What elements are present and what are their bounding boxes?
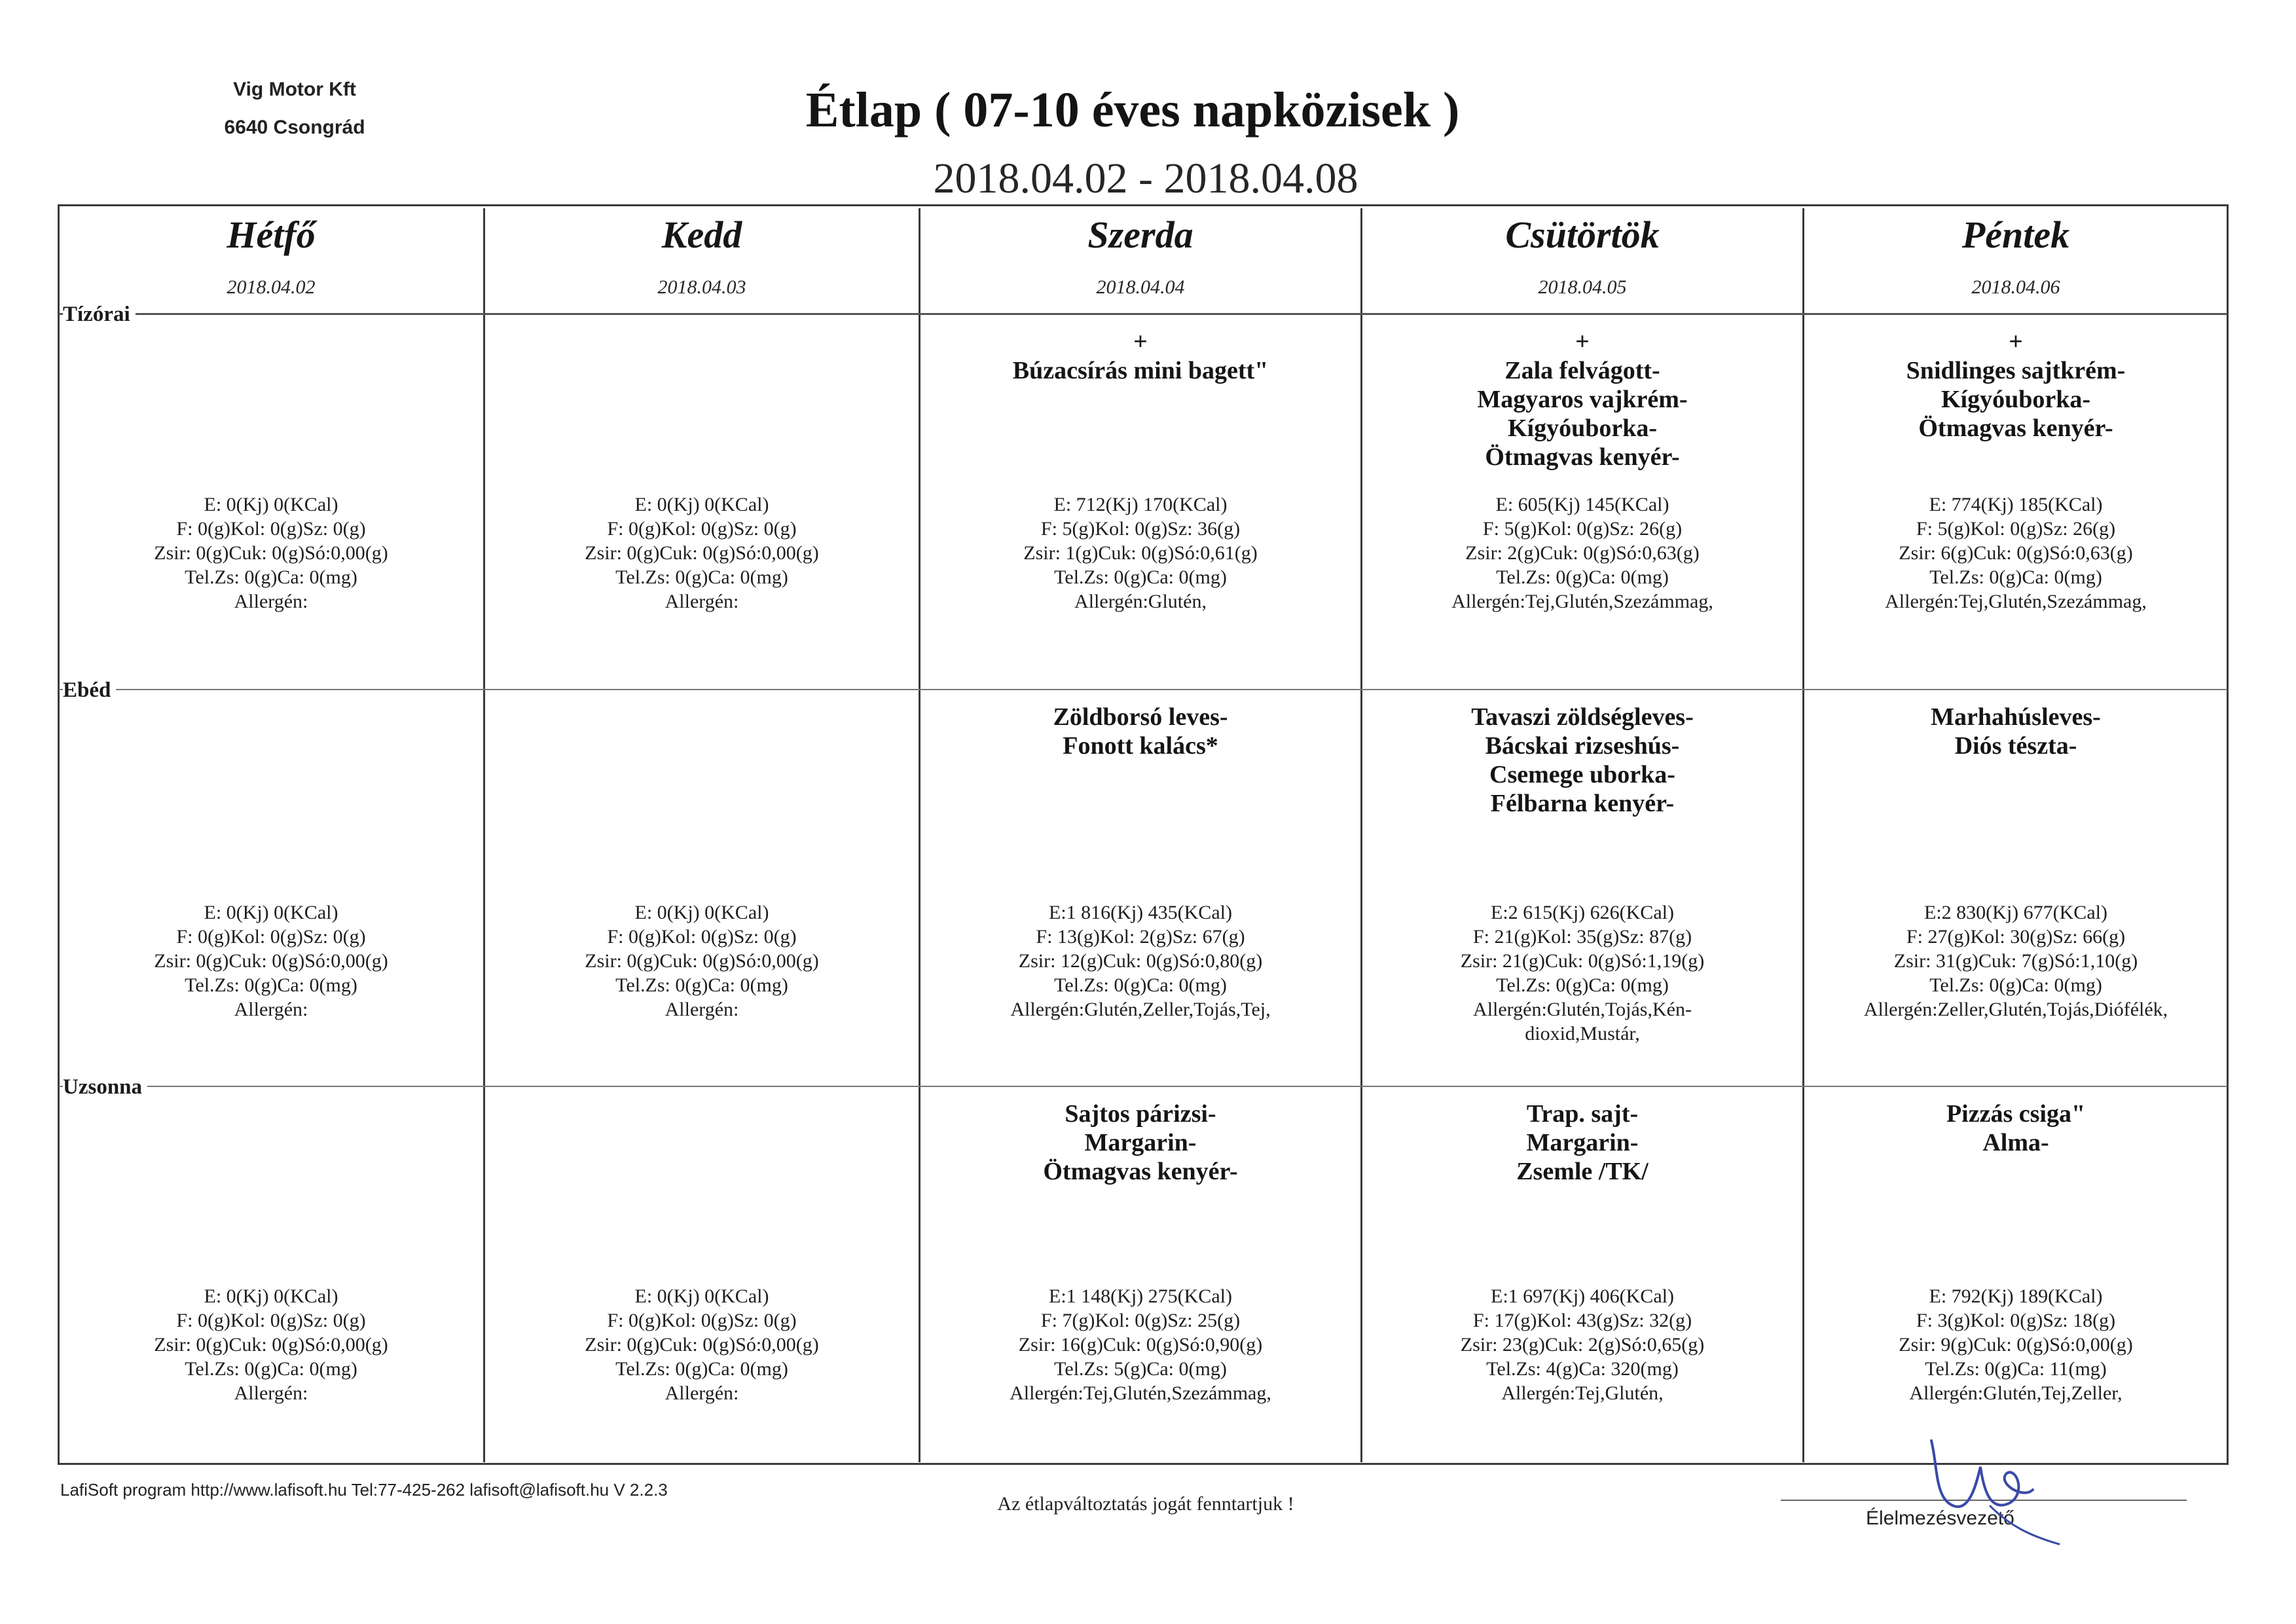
nutrition-line: Zsir: 6(g)Cuk: 0(g)Só:0,63(g) [1899, 542, 2133, 564]
day-header-tuesday [485, 213, 919, 311]
nutrition-line: Tel.Zs: 0(g)Ca: 0(mg) [185, 974, 357, 996]
menu-cell-ebed-friday [1804, 691, 2227, 1058]
nutrition-line: E:2 615(Kj) 626(KCal) [1491, 902, 1674, 923]
nutrition-line: Allergén:Zeller,Glutén,Tojás,Diófélék, [1863, 999, 2168, 1020]
menu-items [1362, 1099, 1802, 1186]
menu-cell-ebed-monday [59, 691, 483, 1058]
day-date: 2018.04.05 [1538, 276, 1627, 298]
nutrition-info [1804, 492, 2227, 614]
nutrition-line: E: 0(Kj) 0(KCal) [634, 902, 769, 923]
day-name: Péntek [1961, 213, 2070, 256]
nutrition-line: E: 712(Kj) 170(KCal) [1053, 494, 1228, 515]
nutrition-line: Zsir: 0(g)Cuk: 0(g)Só:0,00(g) [585, 1334, 819, 1356]
menu-item: Alma- [1982, 1129, 2049, 1156]
nutrition-line: Zsir: 31(g)Cuk: 7(g)Só:1,10(g) [1893, 950, 2138, 972]
nutrition-line: F: 0(g)Kol: 0(g)Sz: 0(g) [607, 518, 797, 540]
nutrition-line: E: 0(Kj) 0(KCal) [634, 494, 769, 515]
day-header-wednesday [920, 213, 1360, 311]
nutrition-line: Allergén:Tej,Glutén,Szezámmag, [1010, 1382, 1271, 1404]
nutrition-line: Zsir: 16(g)Cuk: 0(g)Só:0,90(g) [1018, 1334, 1263, 1356]
nutrition-line: F: 27(g)Kol: 30(g)Sz: 66(g) [1906, 926, 2126, 948]
page-title: Étlap ( 07-10 éves napközisek ) [805, 83, 1460, 138]
row-divider [59, 689, 2227, 690]
menu-item: Tavaszi zöldségleves- [1471, 703, 1694, 731]
menu-item: Pizzás csiga" [1946, 1100, 2086, 1128]
day-header-friday [1804, 213, 2227, 311]
nutrition-line: Tel.Zs: 0(g)Ca: 0(mg) [1054, 566, 1227, 588]
nutrition-info [1362, 900, 1802, 1046]
nutrition-line: E: 605(Kj) 145(KCal) [1495, 494, 1669, 515]
nutrition-line: E: 0(Kj) 0(KCal) [204, 902, 338, 923]
menu-items [920, 1099, 1360, 1186]
menu-cell-ebed-wednesday [920, 691, 1360, 1058]
nutrition-info [920, 492, 1360, 614]
nutrition-line: F: 5(g)Kol: 0(g)Sz: 36(g) [1040, 518, 1241, 540]
day-header-monday [59, 213, 483, 311]
menu-item: Félbarna kenyér- [1490, 790, 1675, 817]
nutrition-line: Allergén:Glutén, [1074, 591, 1207, 612]
menu-items [1804, 1099, 2227, 1157]
nutrition-info [485, 900, 919, 1022]
menu-item: Búzacsírás mini bagett" [1012, 357, 1269, 384]
nutrition-line: Zsir: 23(g)Cuk: 2(g)Só:0,65(g) [1460, 1334, 1705, 1356]
nutrition-line: Allergén: [234, 591, 308, 612]
nutrition-line: Zsir: 12(g)Cuk: 0(g)Só:0,80(g) [1018, 950, 1263, 972]
nutrition-info [485, 1284, 919, 1405]
day-date: 2018.04.06 [1971, 276, 2060, 298]
menu-cell-tizorai-thursday [1362, 316, 1802, 682]
meal-label-ebed: Ebéd [63, 678, 116, 703]
menu-items [920, 703, 1360, 760]
day-date: 2018.04.02 [227, 276, 316, 298]
menu-cell-uzsonna-monday [59, 1088, 483, 1454]
menu-item: + [2009, 328, 2023, 356]
menu-cell-uzsonna-friday [1804, 1088, 2227, 1454]
menu-cell-tizorai-monday [59, 316, 483, 682]
menu-item: Magyaros vajkrém- [1477, 386, 1688, 413]
nutrition-info [59, 1284, 483, 1405]
nutrition-line: Allergén:Glutén,Tej,Zeller, [1909, 1382, 2123, 1404]
menu-item: Zsemle /TK/ [1516, 1158, 1649, 1185]
menu-item: + [1575, 328, 1590, 356]
date-period: 2018.04.02 - 2018.04.08 [933, 155, 1358, 202]
nutrition-info [59, 492, 483, 614]
nutrition-line: Allergén:Tej,Glutén,Szezámmag, [1885, 591, 2147, 612]
nutrition-line: F: 7(g)Kol: 0(g)Sz: 25(g) [1040, 1310, 1241, 1331]
nutrition-line: Tel.Zs: 0(g)Ca: 0(mg) [1496, 566, 1669, 588]
nutrition-line: Allergén: [665, 999, 739, 1020]
nutrition-line: Tel.Zs: 0(g)Ca: 0(mg) [615, 566, 788, 588]
nutrition-line: Allergén:Glutén,Zeller,Tojás,Tej, [1010, 999, 1271, 1020]
nutrition-line: F: 0(g)Kol: 0(g)Sz: 0(g) [607, 926, 797, 948]
nutrition-line: Allergén: [665, 1382, 739, 1404]
nutrition-line: Tel.Zs: 0(g)Ca: 0(mg) [1929, 566, 2102, 588]
menu-item: Zala felvágott- [1504, 357, 1660, 384]
software-info: LafiSoft program http://www.lafisoft.hu Tel:77-425-262 lafisoft@lafisoft.hu V 2.2.3 [60, 1480, 668, 1500]
nutrition-info [1362, 1284, 1802, 1405]
nutrition-line: E:1 697(Kj) 406(KCal) [1491, 1285, 1674, 1307]
nutrition-line: dioxid,Mustár, [1525, 1023, 1640, 1044]
nutrition-line: E: 0(Kj) 0(KCal) [204, 494, 338, 515]
nutrition-info [920, 900, 1360, 1022]
menu-items [1362, 327, 1802, 471]
menu-cell-ebed-tuesday [485, 691, 919, 1058]
nutrition-line: Zsir: 0(g)Cuk: 0(g)Só:0,00(g) [154, 950, 388, 972]
day-name: Szerda [1087, 213, 1194, 256]
nutrition-line: Zsir: 21(g)Cuk: 0(g)Só:1,19(g) [1460, 950, 1705, 972]
nutrition-line: Zsir: 0(g)Cuk: 0(g)Só:0,00(g) [585, 950, 819, 972]
nutrition-line: F: 5(g)Kol: 0(g)Sz: 26(g) [1482, 518, 1683, 540]
nutrition-line: Allergén: [234, 999, 308, 1020]
nutrition-line: E: 774(Kj) 185(KCal) [1929, 494, 2103, 515]
nutrition-line: E:1 148(Kj) 275(KCal) [1049, 1285, 1232, 1307]
nutrition-line: Tel.Zs: 0(g)Ca: 0(mg) [1929, 974, 2102, 996]
menu-cell-uzsonna-thursday [1362, 1088, 1802, 1454]
menu-item: Fonott kalács* [1063, 732, 1218, 760]
nutrition-line: E: 792(Kj) 189(KCal) [1929, 1285, 2103, 1307]
nutrition-line: Tel.Zs: 0(g)Ca: 0(mg) [615, 974, 788, 996]
nutrition-line: E: 0(Kj) 0(KCal) [204, 1285, 338, 1307]
company-name: Vig Motor Kft [233, 79, 356, 100]
row-divider [59, 1086, 2227, 1087]
nutrition-line: Zsir: 2(g)Cuk: 0(g)Só:0,63(g) [1465, 542, 1700, 564]
nutrition-line: Tel.Zs: 0(g)Ca: 0(mg) [185, 566, 357, 588]
day-date: 2018.04.04 [1096, 276, 1185, 298]
nutrition-info [485, 492, 919, 614]
menu-cell-uzsonna-wednesday [920, 1088, 1360, 1454]
nutrition-info [1804, 1284, 2227, 1405]
nutrition-line: F: 13(g)Kol: 2(g)Sz: 67(g) [1036, 926, 1245, 948]
nutrition-line: F: 5(g)Kol: 0(g)Sz: 26(g) [1916, 518, 2116, 540]
menu-cell-tizorai-wednesday [920, 316, 1360, 682]
signature-label: Élelmezésvezető [1866, 1507, 2014, 1529]
nutrition-line: Zsir: 9(g)Cuk: 0(g)Só:0,00(g) [1899, 1334, 2133, 1356]
nutrition-line: F: 0(g)Kol: 0(g)Sz: 0(g) [176, 1310, 366, 1331]
day-name: Csütörtök [1505, 213, 1660, 256]
nutrition-line: Tel.Zs: 0(g)Ca: 0(mg) [185, 1358, 357, 1380]
menu-cell-tizorai-tuesday [485, 316, 919, 682]
nutrition-line: F: 3(g)Kol: 0(g)Sz: 18(g) [1916, 1310, 2116, 1331]
nutrition-line: F: 17(g)Kol: 43(g)Sz: 32(g) [1472, 1310, 1692, 1331]
menu-cell-uzsonna-tuesday [485, 1088, 919, 1454]
day-name: Hétfő [227, 213, 316, 256]
nutrition-line: Tel.Zs: 4(g)Ca: 320(mg) [1486, 1358, 1679, 1380]
header-row-divider [59, 313, 2227, 315]
nutrition-line: Tel.Zs: 5(g)Ca: 0(mg) [1054, 1358, 1227, 1380]
nutrition-info [920, 1284, 1360, 1405]
nutrition-line: F: 0(g)Kol: 0(g)Sz: 0(g) [176, 926, 366, 948]
menu-item: Ötmagvas kenyér- [1485, 443, 1680, 471]
day-name: Kedd [661, 213, 742, 256]
menu-item: Kígyóuborka- [1941, 386, 2091, 413]
handwritten-signature-icon [1918, 1428, 2075, 1545]
menu-item: Margarin- [1526, 1129, 1639, 1156]
menu-items [1804, 327, 2227, 443]
nutrition-line: F: 0(g)Kol: 0(g)Sz: 0(g) [176, 518, 366, 540]
menu-item: Zöldborsó leves- [1053, 703, 1228, 731]
menu-item: Kígyóuborka- [1507, 415, 1658, 442]
menu-item: Marhahúsleves- [1931, 703, 2101, 731]
nutrition-line: E: 0(Kj) 0(KCal) [634, 1285, 769, 1307]
nutrition-line: Tel.Zs: 0(g)Ca: 0(mg) [1054, 974, 1227, 996]
company-address: 6640 Csongrád [224, 117, 365, 138]
menu-item: Margarin- [1084, 1129, 1197, 1156]
menu-items [1804, 703, 2227, 760]
day-header-thursday [1362, 213, 1802, 311]
meal-label-uzsonna: Uzsonna [63, 1075, 147, 1099]
menu-item: Trap. sajt- [1526, 1100, 1639, 1128]
nutrition-line: Allergén: [234, 1382, 308, 1404]
nutrition-line: Zsir: 0(g)Cuk: 0(g)Só:0,00(g) [154, 542, 388, 564]
nutrition-line: Allergén:Tej,Glutén,Szezámmag, [1451, 591, 1713, 612]
menu-item: Diós tészta- [1954, 732, 2077, 760]
nutrition-line: Allergén:Tej,Glutén, [1501, 1382, 1664, 1404]
menu-item: Snidlinges sajtkrém- [1906, 357, 2126, 384]
menu-items [1362, 703, 1802, 818]
nutrition-line: Tel.Zs: 0(g)Ca: 11(mg) [1925, 1358, 2107, 1380]
disclaimer: Az étlapváltoztatás jogát fenntartjuk ! [997, 1493, 1294, 1515]
day-date: 2018.04.03 [657, 276, 746, 298]
menu-cell-tizorai-friday [1804, 316, 2227, 682]
menu-item: Csemege uborka- [1489, 761, 1675, 788]
nutrition-info [59, 900, 483, 1022]
nutrition-line: F: 0(g)Kol: 0(g)Sz: 0(g) [607, 1310, 797, 1331]
meal-label-tizorai: Tízórai [63, 303, 136, 327]
nutrition-line: Allergén: [665, 591, 739, 612]
nutrition-line: Zsir: 1(g)Cuk: 0(g)Só:0,61(g) [1023, 542, 1258, 564]
menu-item: Bácskai rizseshús- [1485, 732, 1680, 760]
menu-item: Ötmagvas kenyér- [1918, 415, 2113, 442]
nutrition-line: F: 21(g)Kol: 35(g)Sz: 87(g) [1472, 926, 1692, 948]
nutrition-line: Tel.Zs: 0(g)Ca: 0(mg) [1496, 974, 1669, 996]
nutrition-info [1362, 492, 1802, 614]
nutrition-line: Tel.Zs: 0(g)Ca: 0(mg) [615, 1358, 788, 1380]
nutrition-line: Zsir: 0(g)Cuk: 0(g)Só:0,00(g) [585, 542, 819, 564]
menu-cell-ebed-thursday [1362, 691, 1802, 1058]
menu-items [920, 327, 1360, 385]
menu-item: + [1133, 328, 1148, 356]
nutrition-line: Allergén:Glutén,Tojás,Kén- [1473, 999, 1692, 1020]
nutrition-info [1804, 900, 2227, 1022]
nutrition-line: Zsir: 0(g)Cuk: 0(g)Só:0,00(g) [154, 1334, 388, 1356]
menu-item: Ötmagvas kenyér- [1043, 1158, 1238, 1185]
nutrition-line: E:2 830(Kj) 677(KCal) [1924, 902, 2107, 923]
nutrition-line: E:1 816(Kj) 435(KCal) [1049, 902, 1232, 923]
menu-item: Sajtos párizsi- [1065, 1100, 1216, 1128]
